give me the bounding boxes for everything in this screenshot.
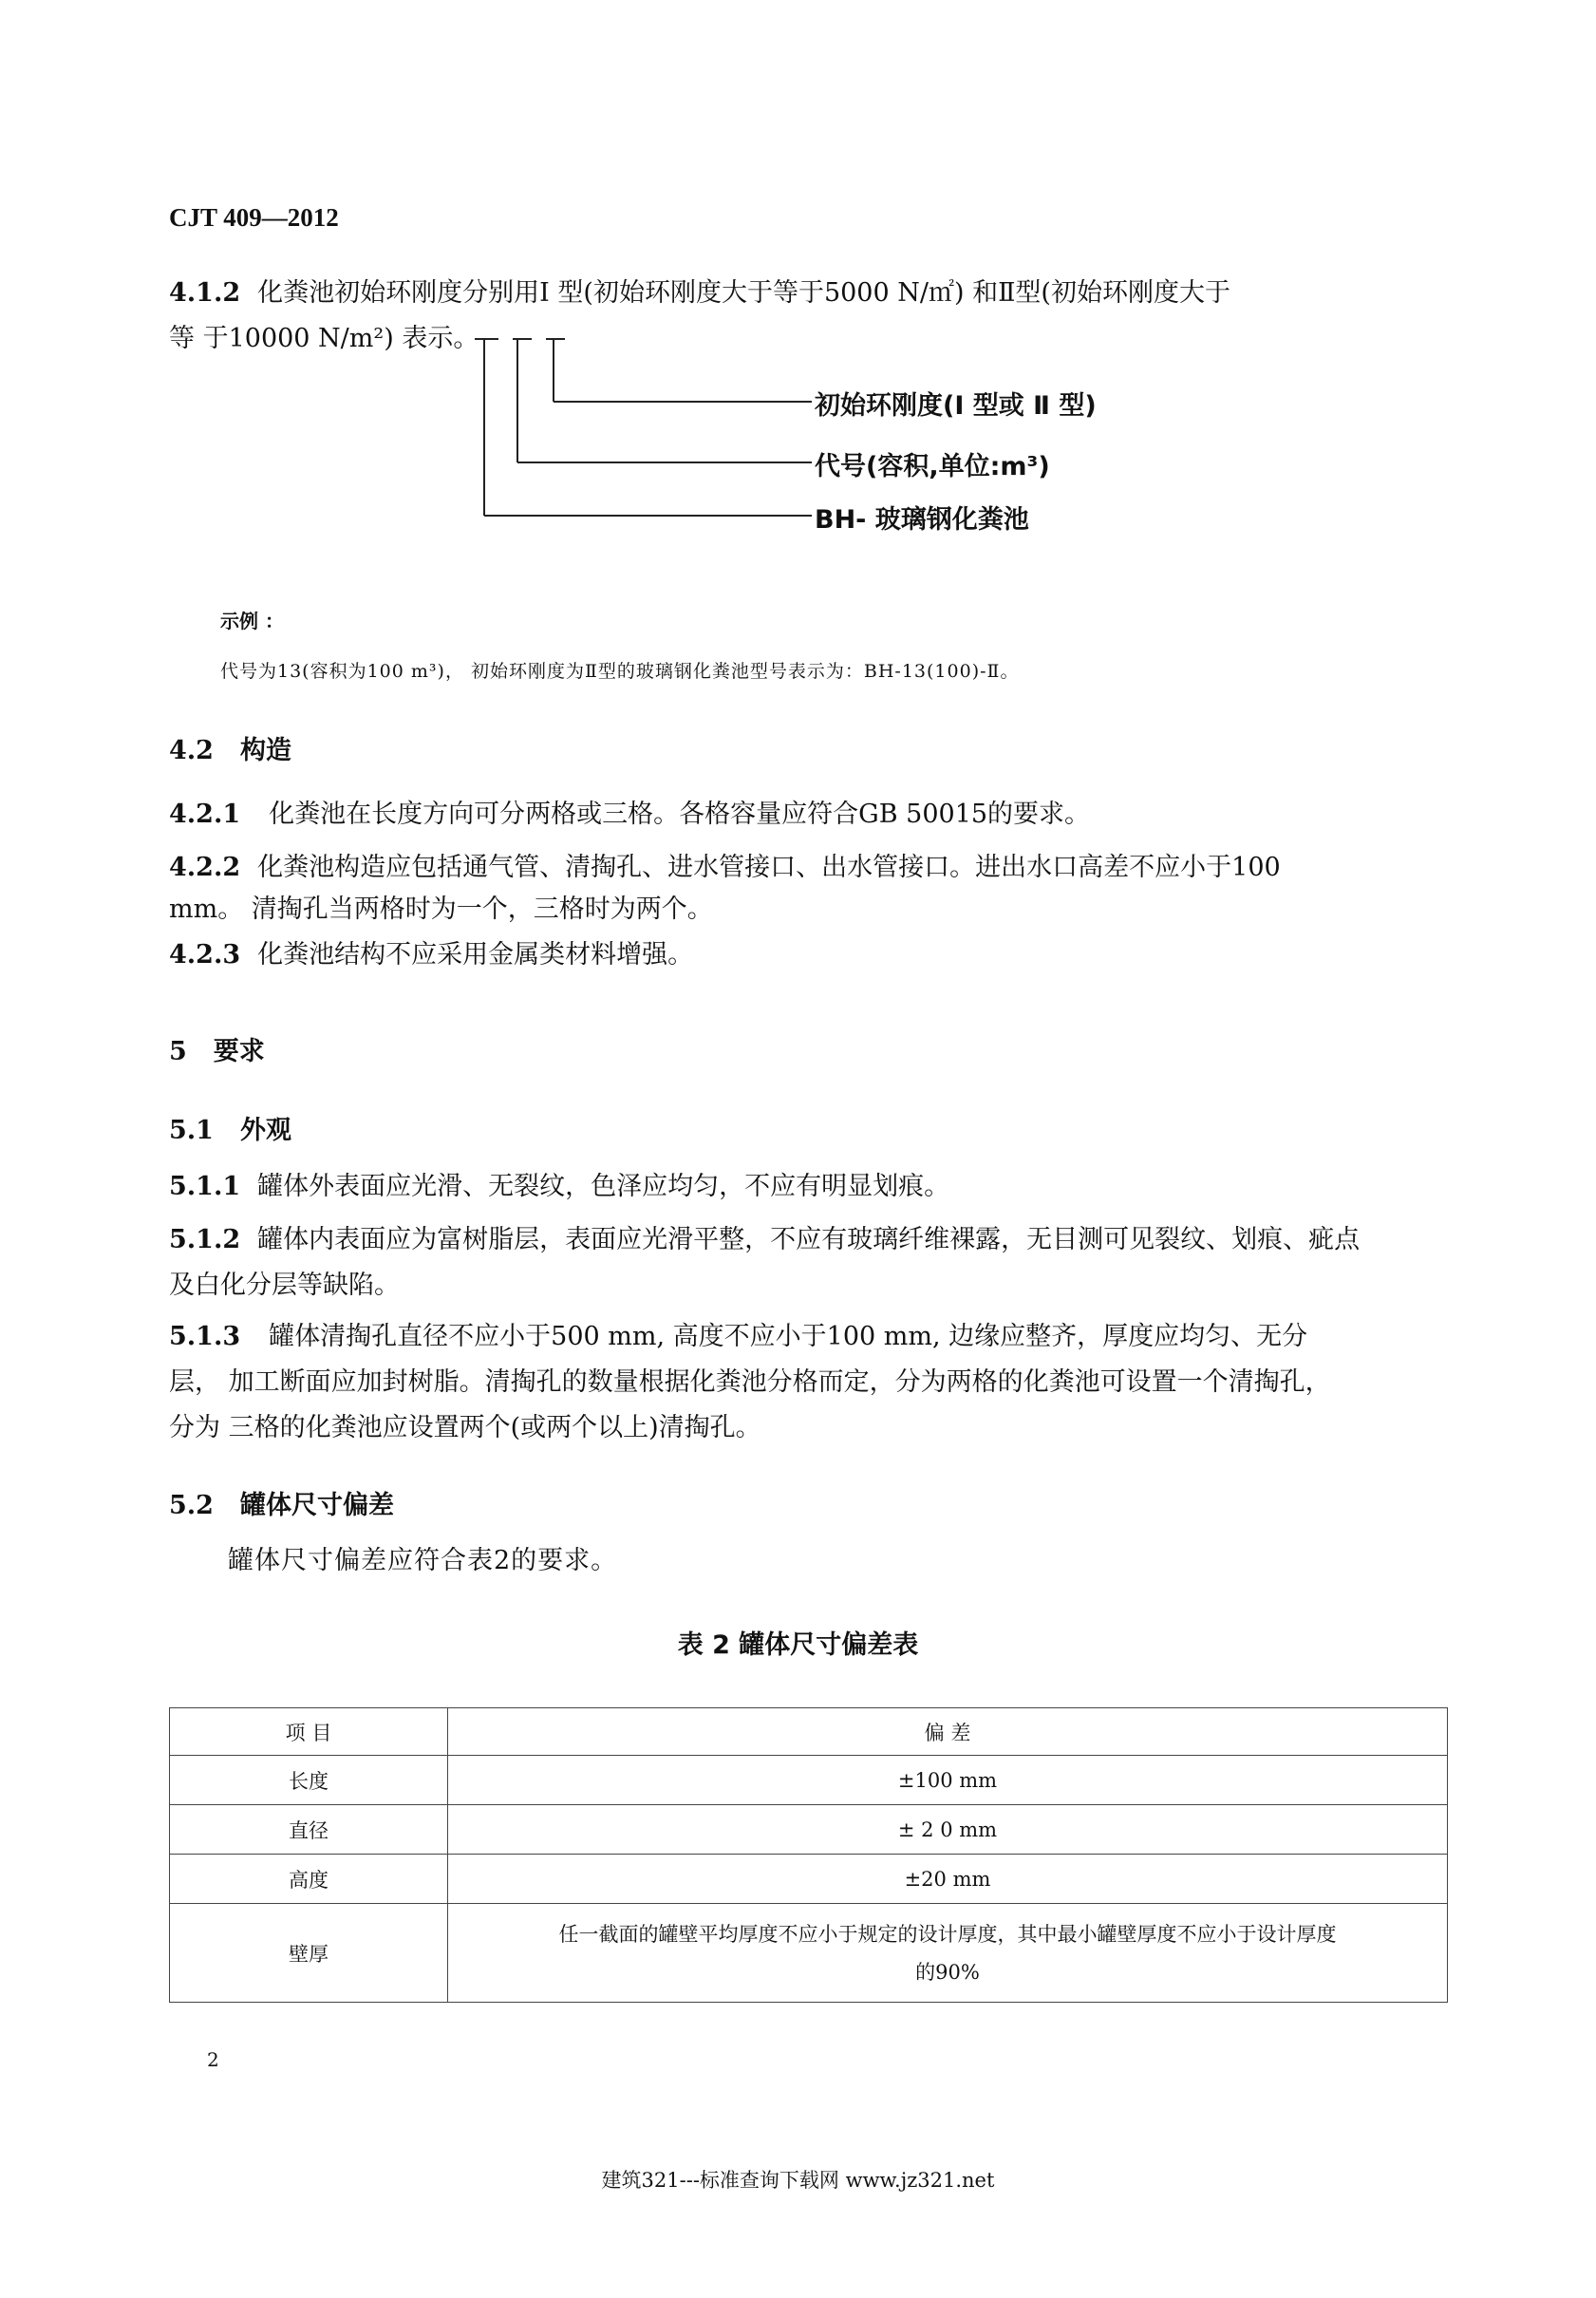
diagram-label-bh: BH- 玻璃钢化粪池	[815, 505, 1029, 535]
standard-code: CJT 409—2012	[169, 203, 339, 232]
table-cell-line: 任一截面的罐壁平均厚度不应小于规定的设计厚度，其中最小罐壁厚度不应小于设计厚度	[558, 1922, 1337, 1946]
section-number: 5.2	[169, 1491, 214, 1520]
table-header-row	[170, 1708, 1448, 1756]
example-label: 示例 ：	[220, 610, 284, 632]
table-header-item: 项 目	[170, 1708, 448, 1756]
table-cell-value: ±100 mm	[448, 1756, 1448, 1805]
section-title: 要求	[213, 1037, 265, 1066]
section-number: 5.1.1	[169, 1172, 241, 1201]
section-title: 外观	[239, 1116, 291, 1145]
table-cell-item: 直径	[170, 1805, 448, 1855]
paragraph-line: 等 于10000 N/m²) 表示。	[169, 324, 479, 353]
section-5-1-1	[169, 1164, 949, 1210]
section-5-1-3	[169, 1314, 1331, 1451]
table-cell-value: ±20 mm	[448, 1855, 1448, 1904]
paragraph-line: mm。 清掏孔当两格时为一个，三格时为两个。	[169, 895, 713, 924]
footer-text: 建筑321---标准查询下载网 www.jz321.net	[601, 2169, 995, 2192]
section-5-1-2	[169, 1217, 1360, 1309]
table-header-deviation: 偏 差	[448, 1708, 1448, 1756]
section-number: 4.2	[169, 736, 214, 765]
section-number: 4.2.1	[169, 800, 241, 829]
paragraph-line: 罐体尺寸偏差应符合表2的要求。	[228, 1546, 618, 1575]
model-code-diagram	[456, 328, 1177, 541]
table-row	[170, 1855, 1448, 1904]
table-cell-item: 壁厚	[170, 1904, 448, 2003]
table-row	[170, 1805, 1448, 1855]
section-number: 5.1	[169, 1116, 214, 1145]
paragraph-line: 罐体清掏孔直径不应小于500 mm, 高度不应小于100 mm, 边缘应整齐，厚度应均匀、无分	[269, 1322, 1308, 1351]
paragraph-line: 化粪池构造应包括通气管、清掏孔、进水管接口、出水管接口。进出水口高差不应小于100	[257, 853, 1281, 882]
table-row	[170, 1904, 1448, 2003]
section-number: 4.2.3	[169, 940, 241, 970]
section-4-2-3	[169, 932, 693, 978]
paragraph-line: 层， 加工断面应加封树脂。清掏孔的数量根据化粪池分格而定，分为两格的化粪池可设置一个清掏孔，	[169, 1367, 1331, 1397]
section-heading-5-2	[169, 1484, 394, 1521]
section-number: 4.1.2	[169, 278, 241, 308]
diagram-label-volume: 代号(容积,单位:m³)	[815, 452, 1050, 481]
section-number: 5.1.3	[169, 1322, 241, 1351]
example-text: 代号为13(容积为100 m³)， 初始环刚度为Ⅱ型的玻璃钢化粪池型号表示为：BH-13(100)-Ⅱ。	[220, 661, 1020, 682]
paragraph-line: 罐体外表面应光滑、无裂纹，色泽应均匀，不应有明显划痕。	[257, 1172, 950, 1201]
diagram-label-stiffness: 初始环刚度(Ⅰ 型或 Ⅱ 型)	[815, 391, 1097, 421]
section-heading-5-1	[169, 1109, 291, 1146]
paragraph-line: 分为 三格的化粪池应设置两个(或两个以上)清掏孔。	[169, 1413, 761, 1442]
table-cell-item: 高度	[170, 1855, 448, 1904]
section-5-2-text	[228, 1538, 617, 1584]
table-title: 表 2 罐体尺寸偏差表	[677, 1630, 919, 1660]
paragraph-line: 及白化分层等缺陷。	[169, 1271, 400, 1300]
table-cell-line: 的90%	[915, 1960, 980, 1984]
paragraph-line: 化粪池结构不应采用金属类材料增强。	[257, 940, 694, 970]
paragraph-line: 罐体内表面应为富树脂层，表面应光滑平整，不应有玻璃纤维裸露，无目测可见裂纹、划痕、疵点	[257, 1225, 1361, 1254]
table-cell-value: ± 2 0 mm	[448, 1805, 1448, 1855]
section-heading-5	[169, 1030, 265, 1067]
section-title: 构造	[239, 736, 291, 765]
section-number: 5	[169, 1037, 187, 1066]
page-number: 2	[207, 2048, 219, 2071]
section-title: 罐体尺寸偏差	[239, 1491, 394, 1520]
paragraph-line: 化粪池在长度方向可分两格或三格。各格容量应符合GB 50015的要求。	[269, 800, 1091, 829]
table-row	[170, 1756, 1448, 1805]
table-cell-item: 长度	[170, 1756, 448, 1805]
paragraph-line: 化粪池初始环刚度分别用Ⅰ 型(初始环刚度大于等于5000 N/㎡) 和Ⅱ型(初始环刚度大于	[257, 278, 1230, 308]
table-cell-value	[448, 1904, 1448, 2003]
section-number: 5.1.2	[169, 1225, 241, 1254]
section-number: 4.2.2	[169, 853, 241, 882]
deviation-table	[169, 1707, 1448, 2003]
section-4-2-2	[169, 845, 1281, 929]
section-heading-4-2	[169, 729, 291, 766]
section-4-2-1	[169, 792, 1090, 838]
